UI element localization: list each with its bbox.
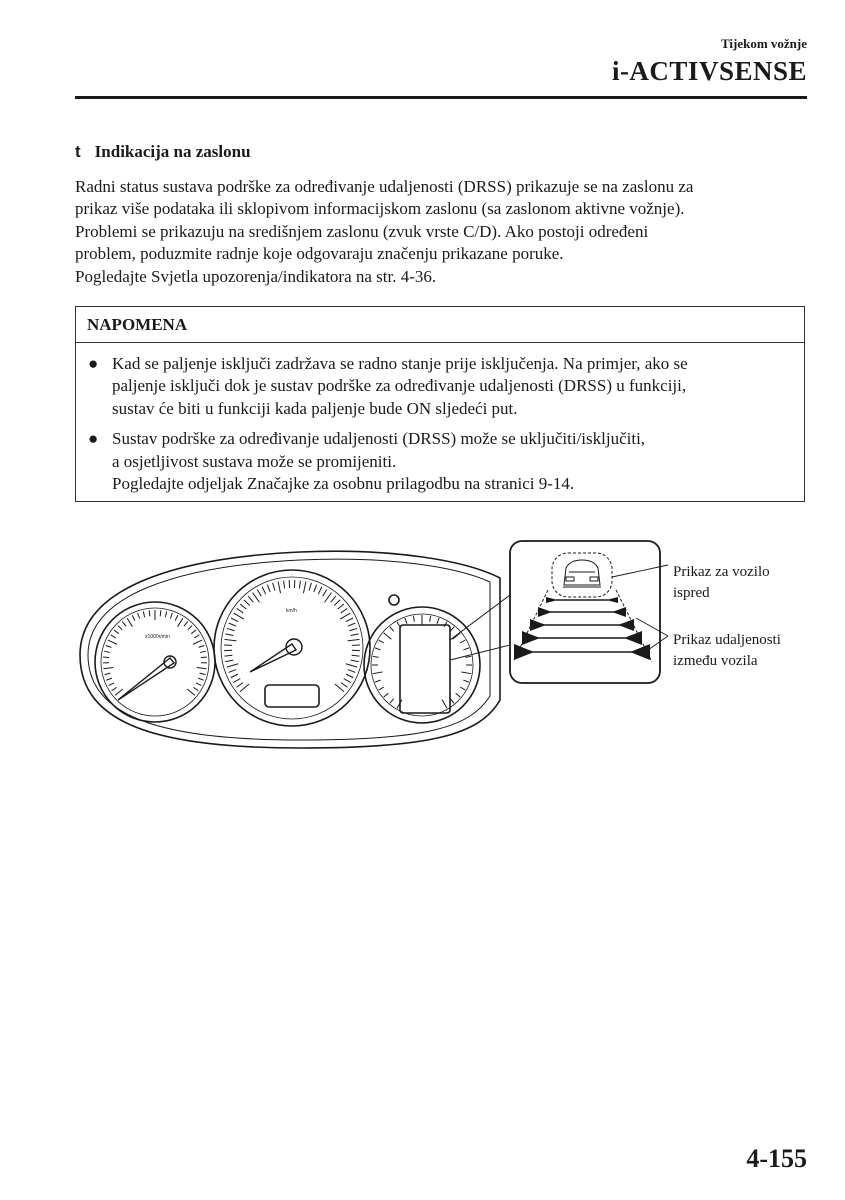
gauge-tick [224,655,232,656]
gauge-tick [324,593,331,603]
gauge-tick [284,581,285,589]
gauge-tick [104,651,110,652]
note-list [76,343,804,495]
gauge-tick [450,627,454,632]
gauge-tick [122,622,126,627]
gauge-tick [233,678,240,682]
gauge-tick [187,689,195,695]
gauge-tick [309,583,311,591]
note-line: sustav će biti u funkciji kada paljenje bude ON sljedeći put. [112,398,518,418]
note-heading: NAPOMENA [76,307,804,343]
note-line: paljenje isključi dok je sustav podrške za određivanje udaljenosti (DRSS) u funkciji, [112,376,687,396]
gauge-tick [346,664,358,667]
gauge-tick [105,673,111,674]
tachometer-label: x1000r/min [145,634,170,640]
gauge-tick [138,613,140,619]
gauge-tick [346,618,353,622]
gauge-tick [334,600,340,606]
tachometer-needle [118,658,174,700]
gauge-tick [108,640,117,644]
distance-marker-left [538,607,552,617]
gauge-tick [253,593,260,603]
gauge-tick [198,678,204,680]
gauge-tick [463,648,469,650]
gauge-tick [341,608,348,613]
gauge-tick [335,684,344,692]
gauge-tick [351,660,359,662]
gauge-tick [193,687,198,690]
page-number: 4-155 [746,1144,807,1173]
body-line: Problemi se prikazuju na središnjem zaslonu (zvuk vrste C/D). Ako postoji određeni [75,221,649,241]
gauge-tick [461,672,471,674]
gauge-tick [273,583,275,591]
speedometer-needle [250,644,296,672]
callout-line: Prikaz za vozilo [673,564,770,580]
gauge-tick [397,622,400,627]
note-line: Pogledajte odjeljak Značajke za osobnu prilagodbu na stranici 9-14. [112,474,575,494]
gauge-tick [111,635,116,638]
gauge-tick [199,646,205,648]
gauge-tick [248,596,253,602]
note-line: Kad se paljenje isključi zadržava se radno stanje prije isključenja. Na primjer, ako se [112,354,688,373]
gauge-tick [200,673,206,674]
gauge-tick [257,590,261,597]
gauge-tick [103,657,109,658]
gauge-tick [188,626,192,630]
gauge-tick [450,699,454,704]
gauge-tick [225,660,233,662]
header-section-label: Tijekom vožnje [720,36,807,51]
gauge-tick [106,678,112,680]
section-heading-text: Indikacija na zaslonu [94,142,251,161]
gauge-tick [132,615,135,620]
gauge-tick [460,687,465,690]
gauge-tick [314,585,317,592]
gauge-tick [193,640,202,644]
gauge-tick [338,604,344,609]
odometer-display [265,685,319,707]
gauge-tick [405,618,407,624]
note-line: Sustav podrške za određivanje udaljenosti (DRSS) može se uključiti/isključiti, [112,429,646,449]
gauge-tick [115,689,123,695]
trip-knob [389,595,399,605]
gauge-tick [278,581,280,593]
gauge-tick [143,611,144,617]
gauge-tick [351,634,359,636]
section-heading [75,142,251,162]
gauge-tick [109,683,114,686]
callout-line: Prikaz udaljenosti [673,632,781,648]
gauge-tick [390,699,394,704]
gauge-tick [341,683,348,688]
note-box [75,306,805,502]
distance-marker-left [514,644,534,660]
gauge-tick [227,664,239,667]
gauge-tick [430,616,431,622]
gauge-tick [303,581,305,593]
gauge-tick [103,667,113,668]
callout-distance [673,630,781,672]
gauge-tick [348,670,355,673]
gauge-tick [331,596,336,602]
body-paragraph [75,176,810,288]
section-bullet: t [75,142,81,161]
gauge-tick [442,700,447,709]
gauge-tick [344,678,351,682]
gauge-tick [196,683,201,686]
gauge-tick [379,640,384,643]
gauge-tick [244,600,250,606]
gauge-tick [225,634,233,636]
gauge-tick [114,630,119,634]
body-line: Radni status sustava podrške za određivanje udaljenosti (DRSS) prikazuje se na zaslonu za [75,177,694,196]
gauge-tick [375,680,381,682]
distance-marker-right [606,597,618,603]
gauge-tick [231,618,238,622]
gauge-tick [240,604,246,609]
distance-marker-right [624,631,642,645]
gauge-tick [112,687,117,690]
note-bullet: ● [88,354,99,373]
gauge-tick [463,680,469,682]
distance-marker-right [612,607,626,617]
gauge-tick [456,693,461,697]
note-bullet: ● [88,429,99,449]
gauge-tick [267,585,270,592]
gauge-tick [349,628,357,630]
distance-marker-right [618,619,634,631]
gauge-tick [340,613,350,619]
gauge-tick [225,639,237,641]
gauge-tick [318,587,322,594]
gauge-tick [379,687,384,690]
gauge-tick [170,613,172,619]
distance-marker-left [530,619,546,631]
distance-marker-left [546,597,558,603]
gauge-tick [175,615,178,620]
distance-marker-right [630,644,650,660]
body-line: prikaz više podataka ili sklopivom informacijskom zaslonu (sa zaslonom aktivne vožnje). [75,199,685,219]
gauge-tick [346,674,353,677]
gauge-tick [437,618,439,624]
instrument-cluster-figure [0,520,845,780]
gauge-tick [373,672,383,674]
gauge-tick [390,627,394,632]
gauge-tick [460,640,465,643]
gauge-tick [229,623,236,626]
gauge-tick [262,587,266,594]
gauge-tick [197,667,207,668]
gauge-tick [375,648,381,650]
body-line: problem, poduzmite radnje koje odgovaraju značenju prikazane poruke. [75,244,564,264]
gauge-tick [160,610,161,616]
gauge-tick [348,639,360,641]
gauge-tick [227,628,235,630]
header-title: i-ACTIVSENSE [611,56,807,86]
gauge-tick [384,693,389,697]
gauge-tick [127,618,132,626]
gauge-tick [352,655,360,656]
gauge-tick [465,656,471,657]
gauge-tick [453,633,461,639]
gauge-tick [236,683,243,688]
gauge-tick [384,633,392,639]
callout-vehicle-ahead [673,562,770,604]
speedometer-dial [214,570,370,726]
gauge-tick [323,590,327,597]
callout-line: ispred [673,585,710,601]
gauge-tick [240,684,249,692]
gauge-tick [231,674,238,677]
gauge-tick [178,618,183,626]
gauge-tick [200,651,206,652]
gauge-tick [299,581,300,589]
note-item [88,428,794,495]
speedometer-label: km/h [286,608,297,614]
callout-line: između vozila [673,653,758,669]
gauge-tick [106,646,112,648]
gauge-tick [194,635,199,638]
note-line: a osjetljivost sustava može se promijeniti. [112,451,397,471]
gauge-tick [348,623,355,626]
gauge-tick [234,613,244,619]
gauge-tick [229,670,236,673]
body-line: Pogledajte Svjetla upozorenja/indikatora na str. 4-36. [75,266,437,286]
gauge-tick [184,622,188,627]
gauge-tick [201,657,207,658]
gauge-tick [149,610,150,616]
header-rule [75,96,807,99]
gauge-tick [373,656,379,657]
note-item [88,353,794,420]
gauge-tick [191,630,196,634]
gauge-tick [413,616,414,622]
distance-marker-left [522,631,540,645]
cluster-outline [80,551,500,748]
gauge-tick [237,608,244,613]
gauge-tick [118,626,122,630]
gauge-tick [165,611,166,617]
